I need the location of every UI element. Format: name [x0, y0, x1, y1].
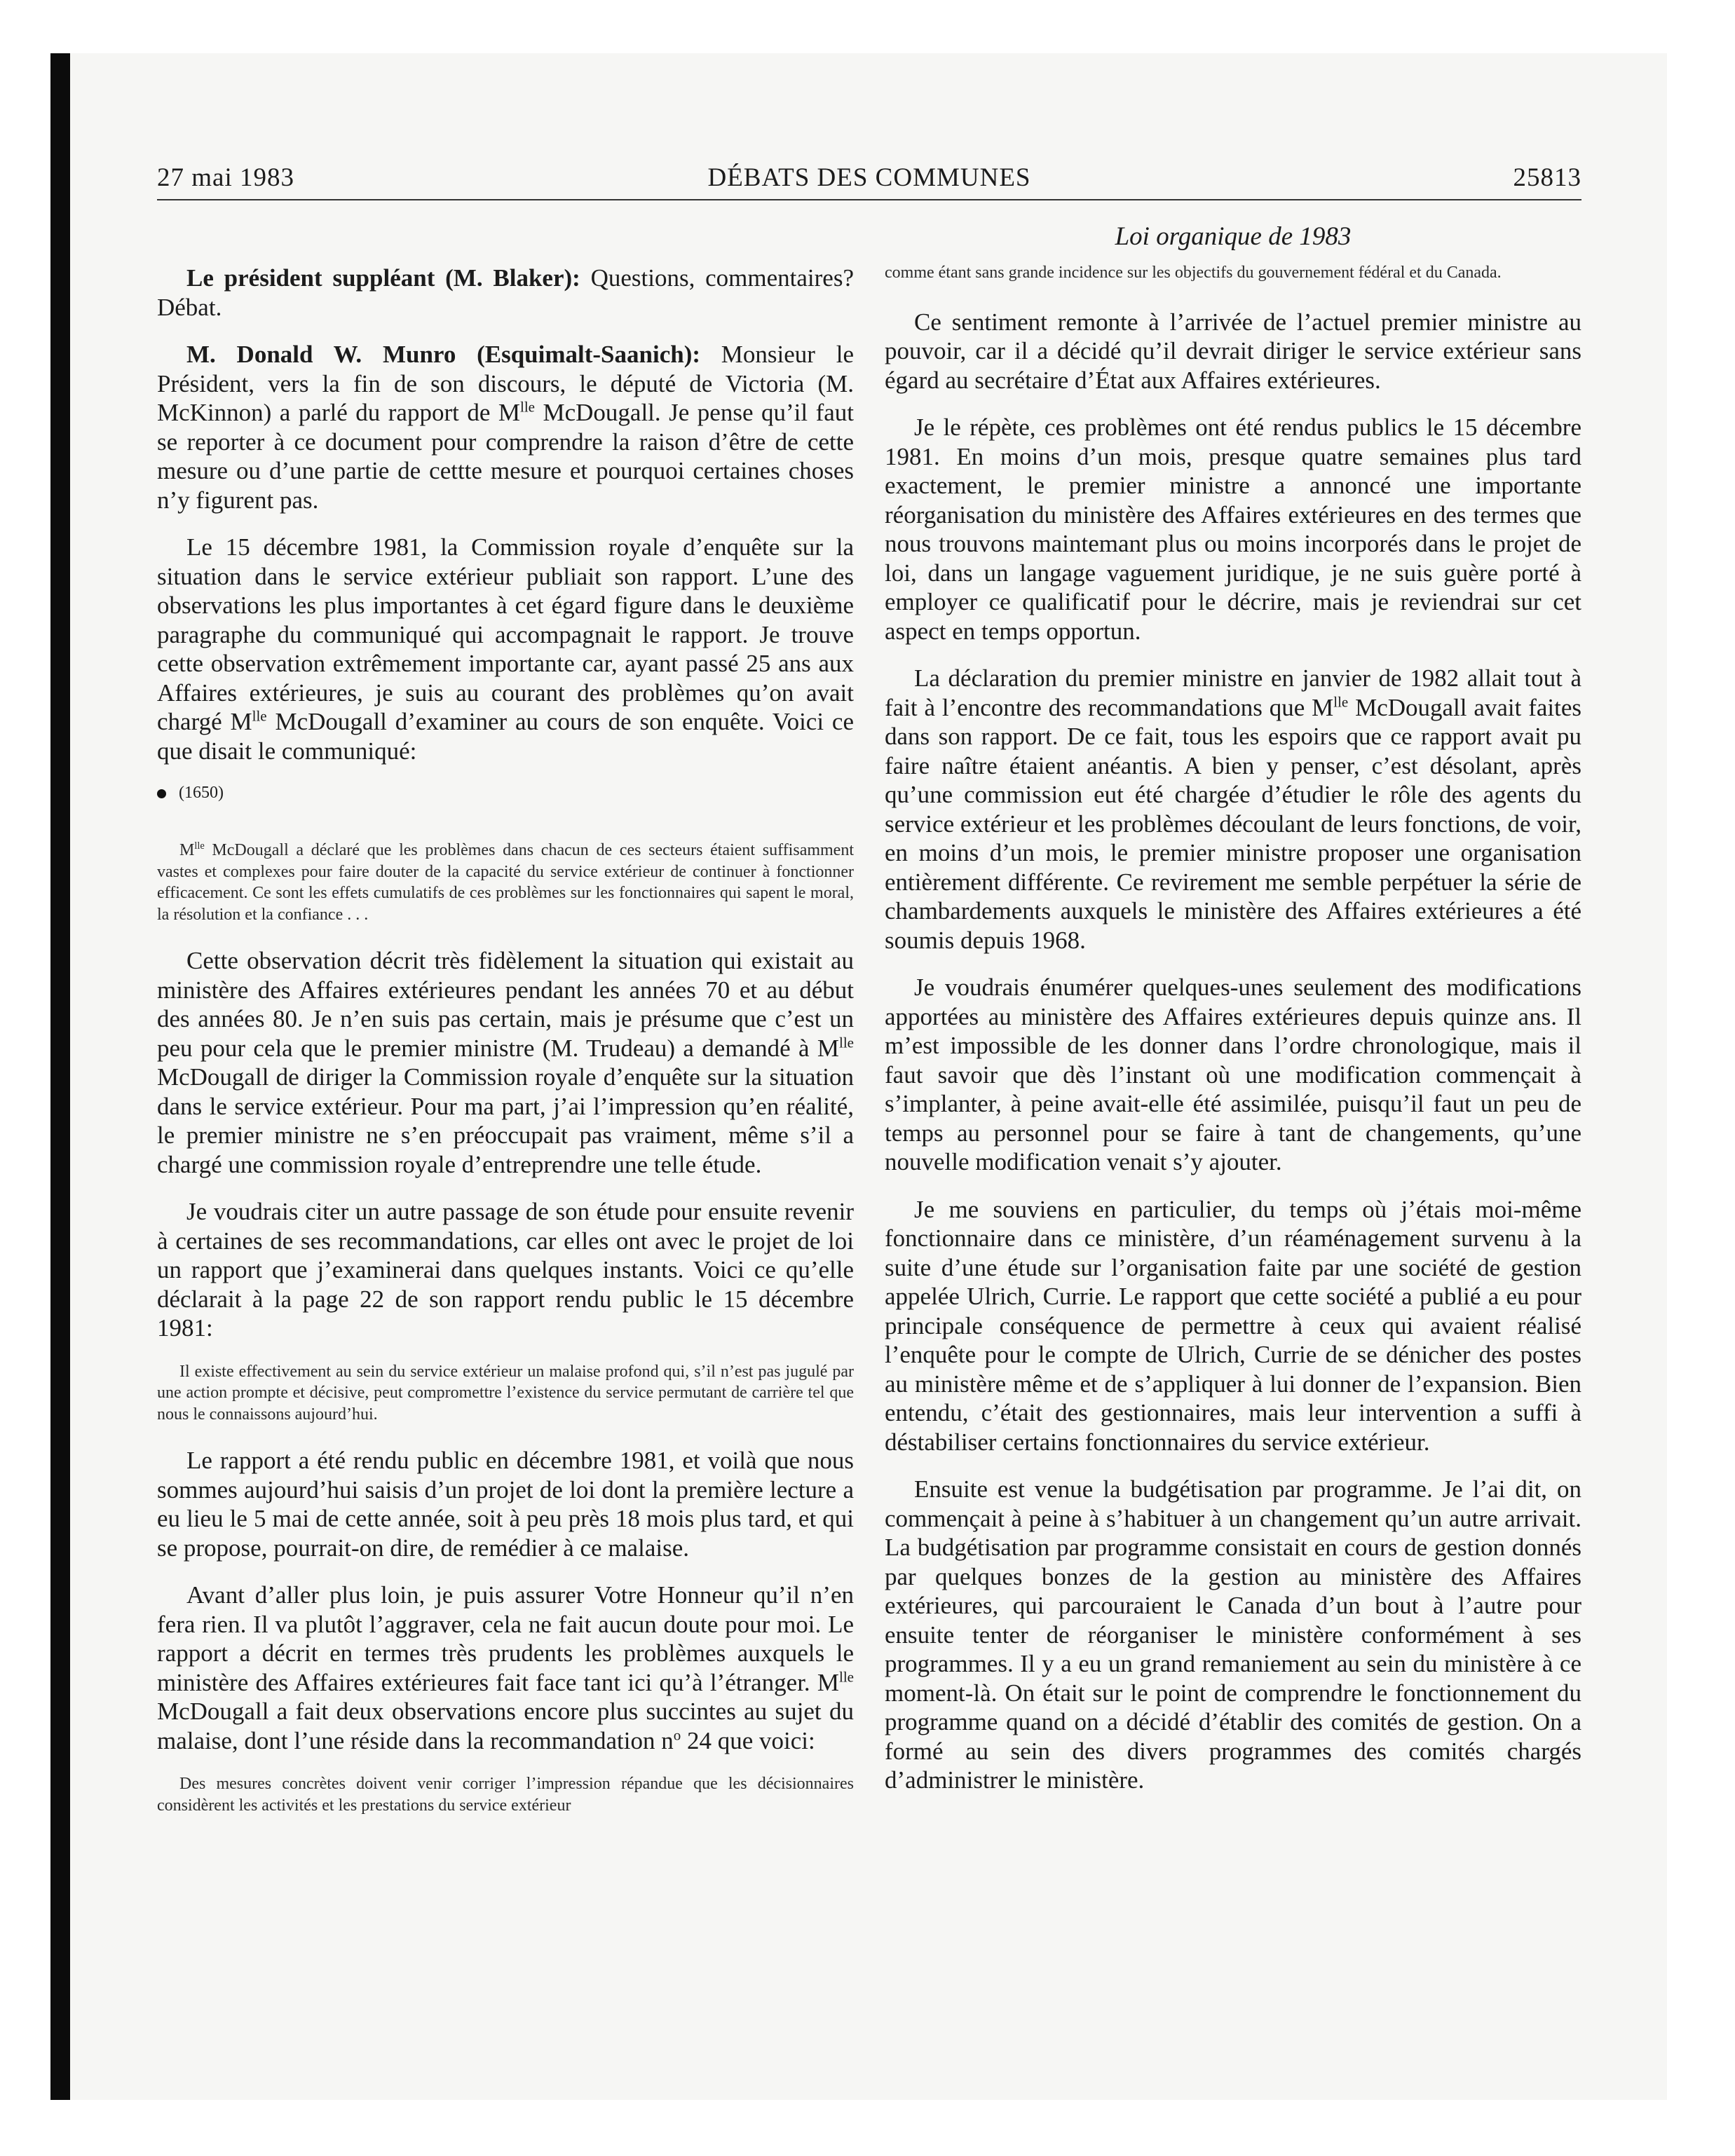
- header-title: DÉBATS DES COMMUNES: [707, 163, 1031, 192]
- scan-edge-shadow: [50, 53, 70, 2100]
- header-page-number: 25813: [1513, 163, 1581, 192]
- paragraph: Le rapport a été rendu public en décembre 1981, et voilà que nous sommes aujourd’hui saisis d’un projet de loi dont la première lecture a eu lieu le 5 mai de cette année, soit à peu près 18 mois plus tard, et qui se propose, pourrait-on dire, de remédier à ce malaise.: [157, 1447, 854, 1562]
- paragraph: Je me souviens en particulier, du temps où j’étais moi-même fonctionnaire dans ce ministère, d’un réaménagement survenu à la suite d’une étude sur l’organisation faite par une société de gestion appelée Ulrich, Currie. Le rapport que cette société a publié a eu pour principale conséquence de permettre à ceux qui avaient réalisé l’enquête pour le compte de Ulrich, Currie de se dénicher des postes au ministère même et de s’appliquer à lui donner de l’expansion. Bien entendu, c’était des gestionnaires, mais leur intervention a suffi à déstabiliser certains fonctionnaires du service extérieur.: [885, 1195, 1581, 1456]
- speaker-name: Le président suppléant (M. Blaker):: [186, 264, 580, 292]
- paragraph: Ensuite est venue la budgétisation par programme. Je l’ai dit, on commençait à peine à s’habituer à un changement qu’un autre arrivait. La budgétisation par programme consistait en cours de gestion donnés par quelques bonzes de la gestion au ministère des Affaires extérieures, qui parcouraient le Canada d’un bout à l’autre pour ensuite tenter de réorganiser le ministère conformément à ses programmes. Il y a eu un grand remaniement au sein du ministère à ce moment-là. On était sur le point de comprendre le fonctionnement du programme quand on a décidé d’établir des comités de gestion. On a formé au sein des divers programmes des comités chargés d’administrer le ministère.: [885, 1475, 1581, 1794]
- header-rule: [157, 199, 1581, 200]
- block-quote-continued: comme étant sans grande incidence sur les objectifs du gouvernement fédéral et du Canada.: [885, 264, 1502, 282]
- paragraph: La déclaration du premier ministre en janvier de 1982 allait tout à fait à l’encontre des recommandations que $M^{lle}$ McDougall avait faites dans son rapport. De ce fait, tous les espoirs que ce rapport avait pu faire naître étaient anéantis. A bien y penser, c’est désolant, après qu’une commission eut été chargée d’étudier le rôle des agents du service extérieur et les problèmes découlant de leurs fonctions, de voir, en moins d’un mois, le premier ministre proposer une organisation entièrement différente. Ce revirement me semble perpétuer la série de chambardements auxquels le ministère des Affaires extérieures a été soumis depuis 1968.: [885, 664, 1581, 954]
- paragraph: M. Donald W. Munro (Esquimalt-Saanich): Monsieur le Président, vers la fin de son discours, le député de Victoria (M. McKinnon) a parlé du rapport de $M^{lle}$ McDougall. Je pense qu’il faut se reporter à ce document pour comprendre la raison d’être de cette mesure ou d’une partie de cettte mesure et pourquoi certaines choses n’y figurent pas.: [157, 341, 854, 514]
- paragraph: [157, 264, 854, 322]
- block-quote: $M^{lle}$ McDougall a déclaré que les problèmes dans chacun de ces secteurs étaient suffisamment vastes et complexes pour faire douter de la capacité du service extérieur de continuer à fonctionner efficacement. Ce sont les effets cumulatifs de ces problèmes sur les fonctionnaires qui sapent le moral, la résolution et la confiance . . .: [157, 840, 854, 924]
- paragraph: Je voudrais citer un autre passage de son étude pour ensuite revenir à certaines de ses recommandations, car elles ont avec le projet de loi un rapport que j’examinerai dans quelques instants. Voici ce qu’elle déclarait à la page 22 de son rapport rendu public le 15 décembre 1981:: [157, 1198, 854, 1342]
- bill-subtitle: Loi organique de 1983: [1115, 222, 1352, 251]
- paragraph: Je voudrais énumérer quelques-unes seulement des modifications apportées au ministère des Affaires extérieures depuis quinze ans. Il m’est impossible de les donner dans l’ordre chronologique, mais il faut savoir que dès l’instant où une modification commençait à s’implanter, à peine avait-elle été assimilée, puisqu’il faut un peu de temps au personnel pour se faire à tant de changements, qu’une nouvelle modification venait s’y ajouter.: [885, 974, 1581, 1175]
- page-header: [157, 163, 1581, 205]
- time-marker: (1650): [157, 784, 854, 812]
- header-date: 27 mai 1983: [157, 163, 294, 192]
- paragraph-text: Questions, commentaires? Débat.: [157, 264, 854, 321]
- paragraph: Cette observation décrit très fidèlement la situation qui existait au ministère des Affaires extérieures pendant les années 70 et au début des années 80. Je n’en suis pas certain, mais je présume que c’est un peu pour cela que le premier ministre (M. Trudeau) a demandé à $M^{lle}$ McDougall de diriger la Commission royale d’enquête sur la situation dans le service extérieur. Pour ma part, j’ai l’impression qu’en réalité, le premier ministre ne s’en préoccupait pas vraiment, même s’il a chargé une commission royale d’entreprendre une telle étude.: [157, 947, 854, 1178]
- bullet-icon: [157, 789, 166, 798]
- paragraph: Ce sentiment remonte à l’arrivée de l’actuel premier ministre au pouvoir, car il a décidé qu’il devrait diriger le service extérieur sans égard au secrétaire d’État aux Affaires extérieures.: [885, 308, 1581, 394]
- right-column: [885, 262, 1581, 1813]
- paragraph: Le 15 décembre 1981, la Commission royale d’enquête sur la situation dans le service extérieur publiait son rapport. L’une des observations les plus importantes à cet égard figure dans le deuxième paragraphe du communiqué qui accompagnait le rapport. Je trouve cette observation extrêmement importante car, ayant passé 25 ans aux Affaires extérieures, je suis au courant des problèmes qu’on avait chargé $M^{lle}$ McDougall d’examiner au cours de son enquête. Voici ce que disait le communiqué:: [157, 533, 854, 765]
- paragraph: Avant d’aller plus loin, je puis assurer Votre Honneur qu’il n’en fera rien. Il va plutôt l’aggraver, cela ne fait aucun doute pour moi. Le rapport a décrit en termes très prudents les problèmes auxquels le ministère des Affaires extérieures fait face tant ici qu’à l’étranger. $M^{lle}$ McDougall a fait deux observations encore plus succintes au sujet du malaise, dont l’une réside dans la recommandation $n^o$ 24 que voici:: [157, 1581, 854, 1754]
- speaker-name: M. Donald W. Munro (Esquimalt-Saanich):: [186, 341, 701, 368]
- paragraph: Je le répète, ces problèmes ont été rendus publics le 15 décembre 1981. En moins d’un mois, presque quatre semaines plus tard exactement, le premier ministre a annoncé une importante réorganisation du ministère des Affaires extérieures en des termes que nous trouvons maintemant plus ou moins incorporés dans le projet de loi, dans un langage vaguement juridique, je ne suis guère porté à employer ce qualificatif pour le décrire, mais je reviendrai sur cet aspect en temps opportun.: [885, 414, 1581, 645]
- left-column: [157, 264, 854, 1837]
- block-quote: Des mesures concrètes doivent venir corriger l’impression répandue que les décisionnaires considèrent les activités et les prestations du service extérieur: [157, 1775, 854, 1815]
- block-quote: Il existe effectivement au sein du service extérieur un malaise profond qui, s’il n’est pas jugulé par une action prompte et décisive, peut compromettre l’existence du service permutant de carrière tel que nous le connaissons aujourd’hui.: [157, 1362, 854, 1424]
